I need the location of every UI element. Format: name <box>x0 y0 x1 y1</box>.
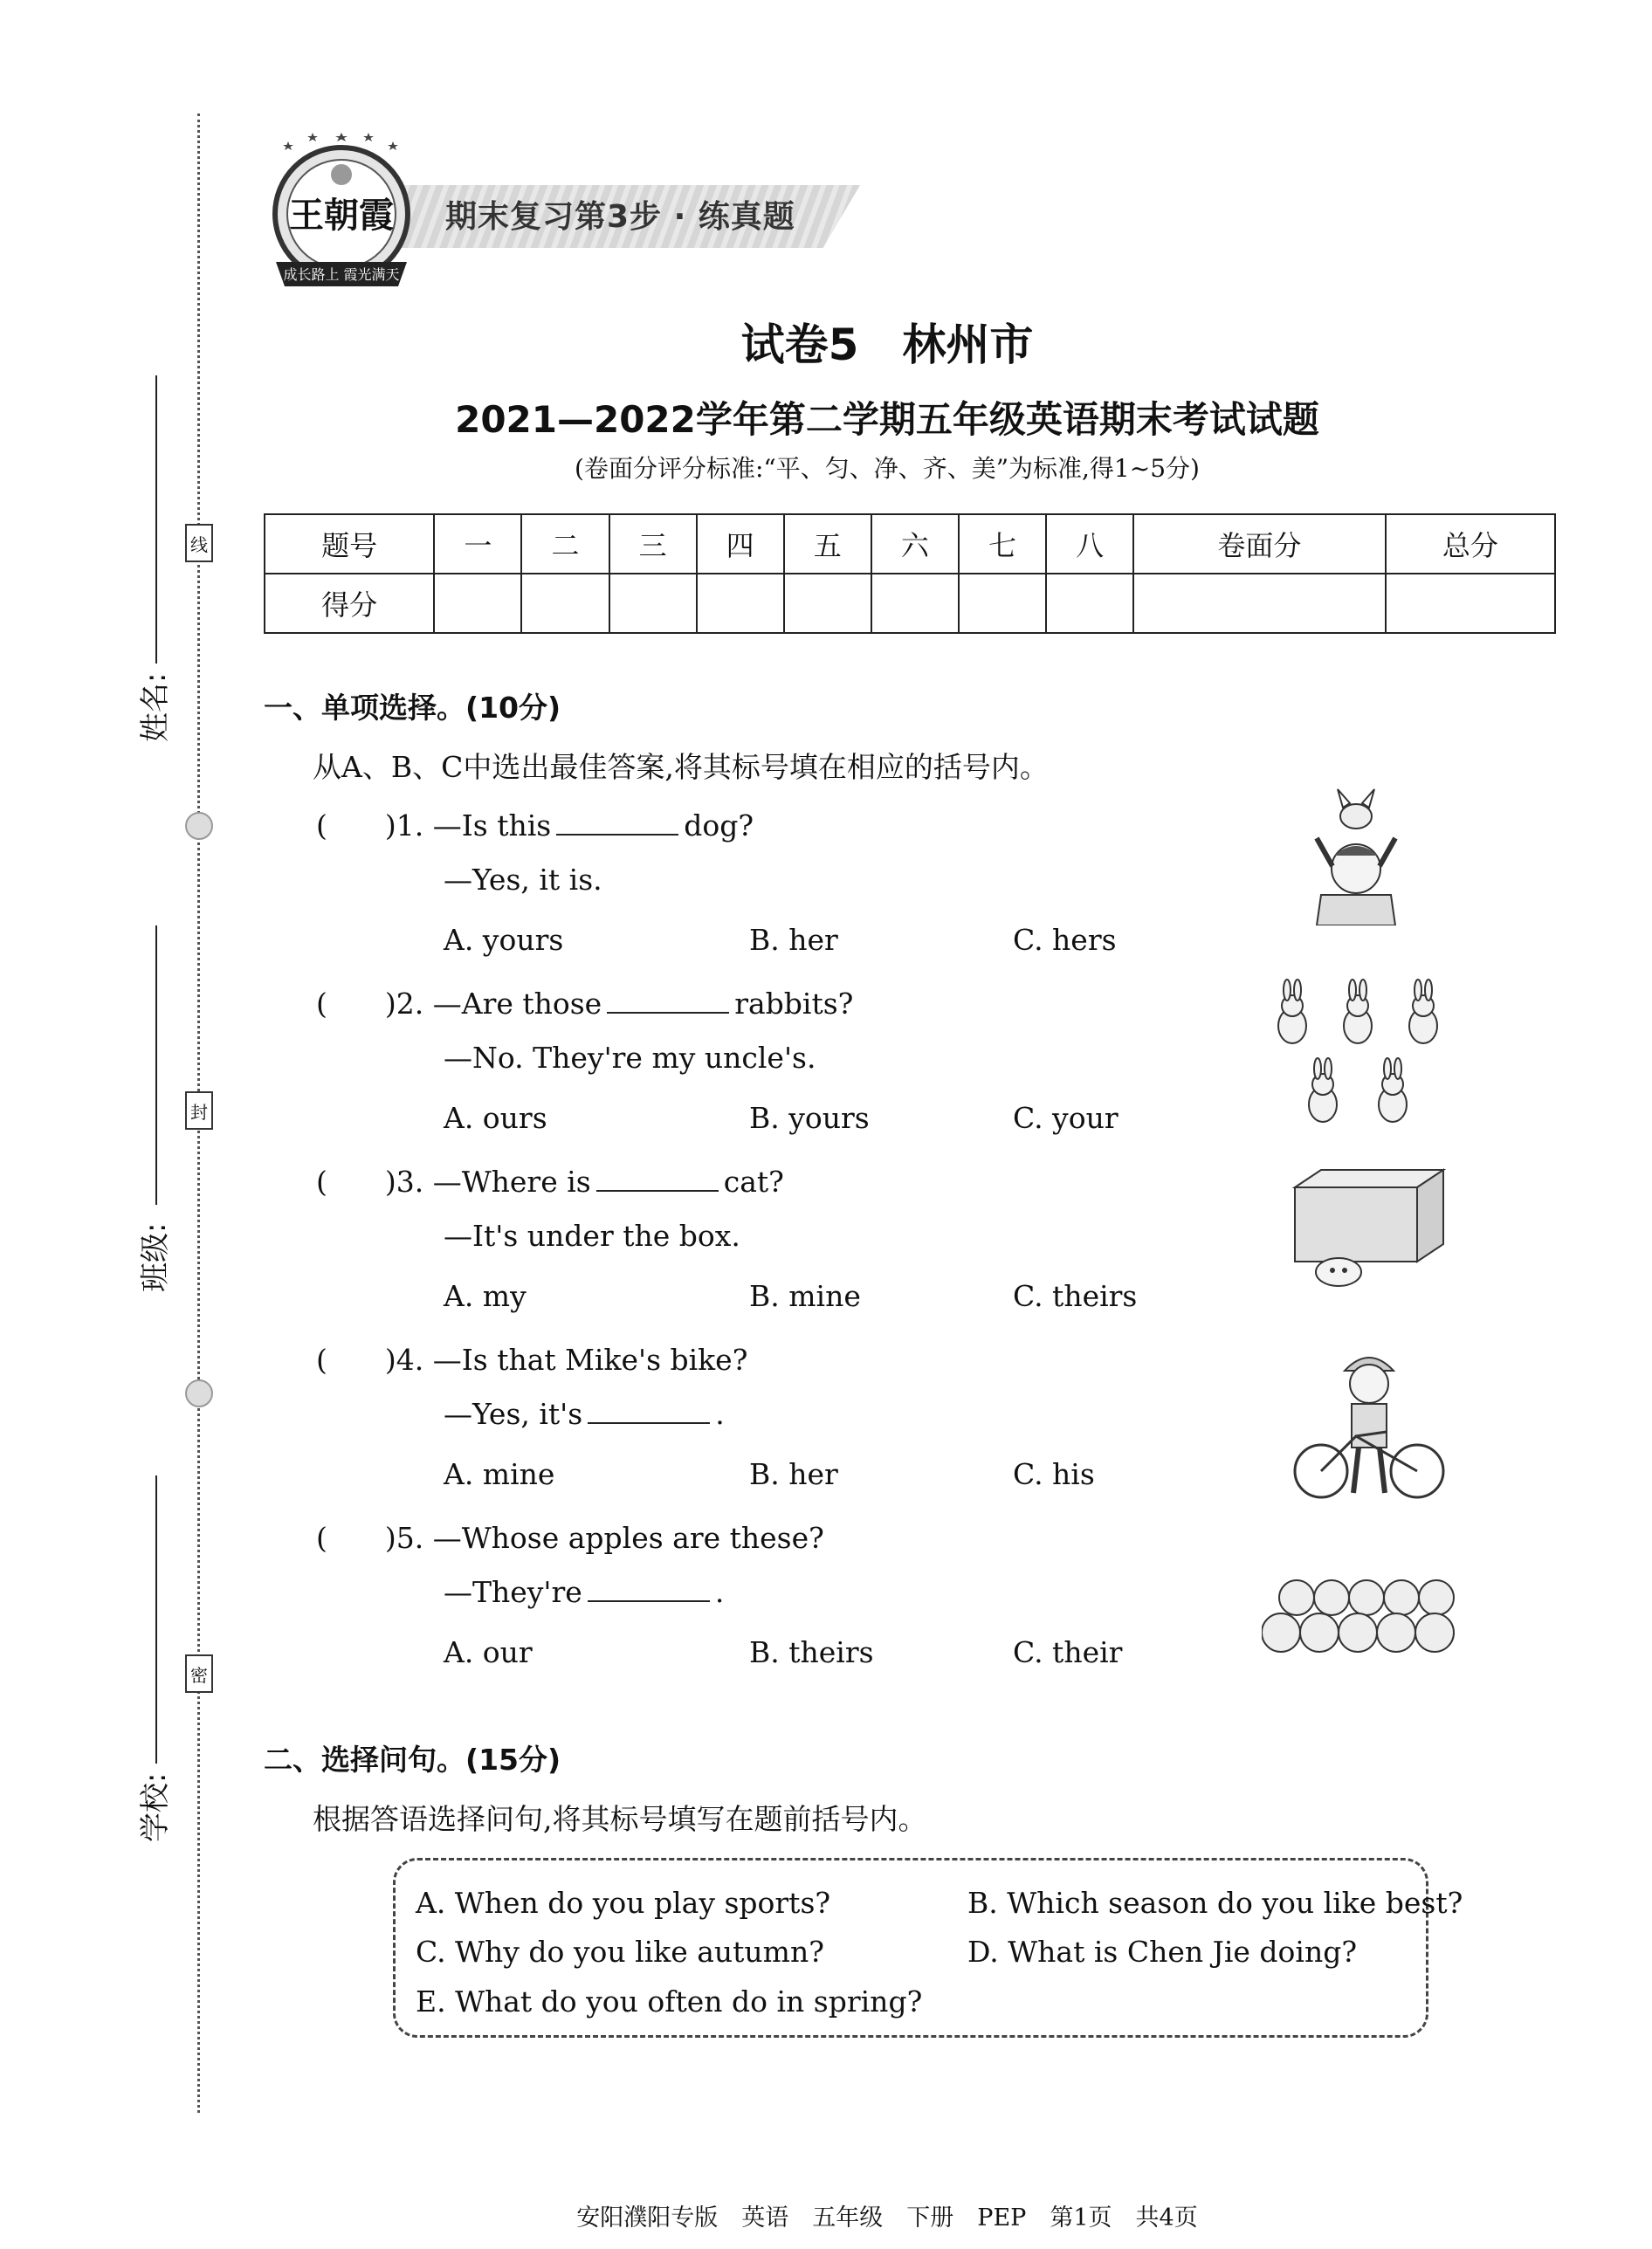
question-5-line2: —They're . <box>444 1575 725 1609</box>
score-table-score-row <box>265 574 1555 633</box>
question-number: ( )1. <box>316 808 424 843</box>
score-header-cell: 二 <box>521 514 609 574</box>
question-option-a: A. When do you play sports? <box>416 1886 831 1920</box>
score-header-cell: 七 <box>959 514 1046 574</box>
question-option-e: E. What do you often do in spring? <box>416 1984 923 2019</box>
score-header-cell: 六 <box>871 514 959 574</box>
score-cell[interactable] <box>1133 574 1385 633</box>
svg-text:成长路上 霞光满天: 成长路上 霞光满天 <box>283 266 400 283</box>
option-c: C. hers <box>1013 923 1117 957</box>
question-number: ( )4. <box>316 1343 424 1377</box>
svg-text:王朝霞: 王朝霞 <box>289 196 394 236</box>
score-cell[interactable] <box>697 574 784 633</box>
option-a: A. yours <box>444 923 564 957</box>
score-header-cell: 三 <box>609 514 697 574</box>
rabbits-picture <box>1257 978 1467 1131</box>
scoring-note: (卷面分评分标准:“平、匀、净、齐、美”为标准,得1~5分) <box>575 454 1200 483</box>
seal-line-mark: 线 <box>185 524 213 562</box>
binding-circle-icon <box>185 1379 213 1407</box>
question-number: ( )3. <box>316 1165 424 1199</box>
question-1-line1: ( )1. —Is this dog? <box>316 808 754 843</box>
seal-secret-mark: 密 <box>185 1654 213 1693</box>
score-row-label: 得分 <box>265 574 434 633</box>
option-a: A. ours <box>444 1101 547 1135</box>
class-underline <box>155 925 157 1205</box>
score-table <box>264 513 1556 634</box>
option-b: B. yours <box>749 1101 870 1135</box>
boy-with-dog-picture <box>1299 786 1413 925</box>
question-option-d: D. What is Chen Jie doing? <box>967 1935 1358 1969</box>
score-header-cell: 八 <box>1046 514 1133 574</box>
question-5-line1: ( )5. —Whose apples are these? <box>316 1521 824 1555</box>
option-b: B. mine <box>749 1279 861 1313</box>
apples-picture <box>1262 1576 1476 1659</box>
question-2-line2: —No. They're my uncle's. <box>444 1041 816 1075</box>
score-header-cell: 五 <box>784 514 871 574</box>
option-b: B. theirs <box>749 1635 874 1669</box>
name-label: 姓名: <box>138 672 173 742</box>
option-b: B. her <box>749 1457 838 1491</box>
answer-blank[interactable] <box>596 1166 719 1192</box>
score-header-cell: 四 <box>697 514 784 574</box>
score-cell[interactable] <box>609 574 697 633</box>
section2-instruction: 根据答语选择问句,将其标号填写在题前括号内。 <box>313 1802 927 1836</box>
score-cell[interactable] <box>1386 574 1555 633</box>
question-3-line1: ( )3. —Where is cat? <box>316 1165 784 1199</box>
option-a: A. mine <box>444 1457 555 1491</box>
option-a: A. my <box>444 1279 527 1313</box>
question-1-line2: —Yes, it is. <box>444 863 602 897</box>
section1-heading: 一、单项选择。(10分) <box>264 691 561 725</box>
answer-blank[interactable] <box>556 809 678 836</box>
binding-circle-icon <box>185 812 213 840</box>
banner-text: 期末复习第3步 · 练真题 <box>445 199 795 235</box>
class-label: 班级: <box>138 1222 173 1292</box>
score-cell[interactable] <box>959 574 1046 633</box>
option-c: C. his <box>1013 1457 1095 1491</box>
cat-under-box-picture <box>1291 1166 1448 1296</box>
question-2-line1: ( )2. —Are those rabbits? <box>316 987 854 1021</box>
score-cell[interactable] <box>871 574 959 633</box>
answer-blank[interactable] <box>588 1398 710 1424</box>
school-label: 学校: <box>138 1772 173 1842</box>
question-3-line2: —It's under the box. <box>444 1219 740 1253</box>
score-table-header-row <box>265 514 1555 574</box>
question-number: ( )2. <box>316 987 424 1021</box>
page-footer: 安阳濮阳专版 英语 五年级 下册 PEP 第1页 共4页 <box>576 2204 1198 2232</box>
boy-with-bike-picture <box>1291 1345 1448 1502</box>
score-header-cell: 卷面分 <box>1133 514 1385 574</box>
exam-subtitle: 2021—2022学年第二学期五年级英语期末考试试题 <box>455 398 1319 441</box>
question-option-b: B. Which season do you like best? <box>967 1886 1463 1920</box>
score-cell[interactable] <box>1046 574 1133 633</box>
option-c: C. their <box>1013 1635 1123 1669</box>
section2-heading: 二、选择问句。(15分) <box>264 1743 561 1777</box>
score-header-cell: 题号 <box>265 514 434 574</box>
question-4-line2: —Yes, it's . <box>444 1397 725 1431</box>
option-c: C. your <box>1013 1101 1119 1135</box>
wangzhaoxia-logo <box>258 131 424 297</box>
question-4-line1: ( )4. —Is that Mike's bike? <box>316 1343 748 1377</box>
seal-seal-mark: 封 <box>185 1091 213 1130</box>
score-cell[interactable] <box>434 574 521 633</box>
score-header-cell: 总分 <box>1386 514 1555 574</box>
option-a: A. our <box>444 1635 533 1669</box>
score-header-cell: 一 <box>434 514 521 574</box>
option-c: C. theirs <box>1013 1279 1138 1313</box>
score-cell[interactable] <box>521 574 609 633</box>
school-underline <box>155 1475 157 1764</box>
question-option-c: C. Why do you like autumn? <box>416 1935 824 1969</box>
option-b: B. her <box>749 923 838 957</box>
section1-instruction: 从A、B、C中选出最佳答案,将其标号填在相应的括号内。 <box>313 750 1049 784</box>
answer-blank[interactable] <box>588 1576 710 1602</box>
score-cell[interactable] <box>784 574 871 633</box>
question-number: ( )5. <box>316 1521 424 1555</box>
answer-blank[interactable] <box>607 987 729 1014</box>
page-title: 试卷5 林州市 <box>740 320 1034 370</box>
